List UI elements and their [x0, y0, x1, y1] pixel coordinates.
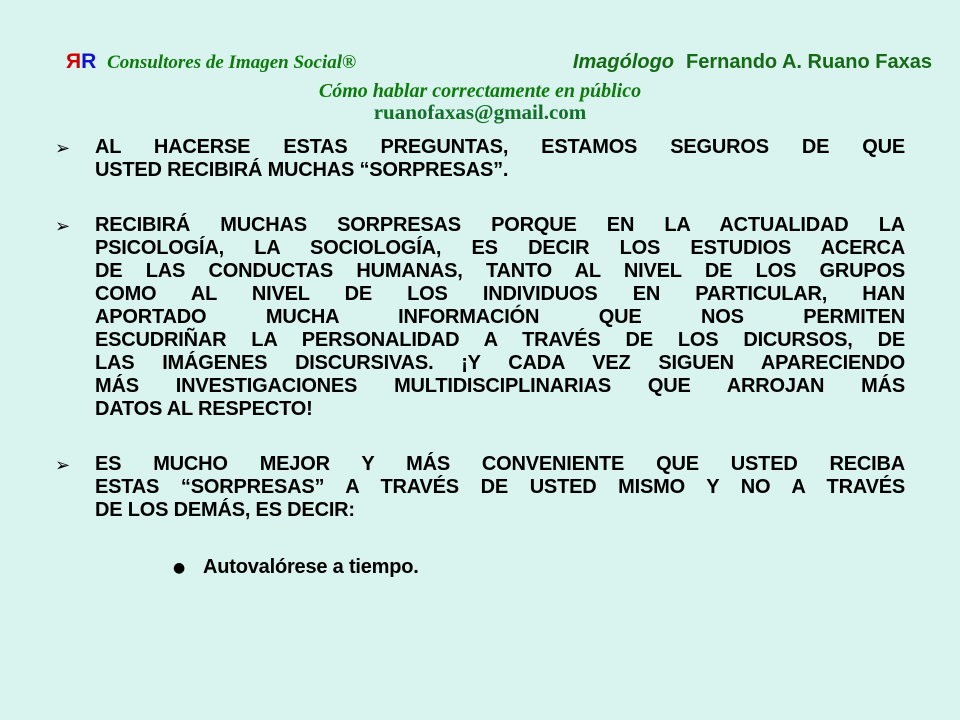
dot-bullet-icon: ●	[173, 560, 186, 576]
bullet-line: ESTAS “SORPRESAS” A TRAVÉS DE USTED MISMO Y NO A TRAVÉS	[95, 476, 905, 498]
logo	[66, 50, 356, 74]
header-row	[66, 50, 932, 74]
bullet-item	[55, 214, 905, 421]
bullet-line: PSICOLOGÍA, LA SOCIOLOGÍA, ES DECIR LOS ESTUDIOS ACERCA	[95, 237, 905, 259]
arrow-bullet-icon: ➢	[55, 455, 70, 476]
email-address: ruanofaxas@gmail.com	[373, 100, 587, 124]
bullet-line: DE LOS DEMÁS, ES DECIR:	[95, 499, 355, 521]
bullet-line: USTED RECIBIRÁ MUCHAS “SORPRESAS”.	[95, 159, 509, 181]
bullet-item	[55, 453, 905, 522]
bullet-line: RECIBIRÁ MUCHAS SORPRESAS PORQUE EN LA ACTUALIDAD LA	[95, 214, 905, 236]
bullet-line: APORTADO MUCHA INFORMACIÓN QUE NOS PERMITEN	[95, 306, 905, 328]
arrow-bullet-icon: ➢	[55, 138, 70, 159]
logo-letter-ya: Я	[66, 50, 82, 73]
slide-body	[55, 136, 905, 579]
bullet-list	[55, 136, 905, 522]
logo-letter-r: R	[81, 50, 97, 73]
bullet-line: LAS IMÁGENES DISCURSIVAS. ¡Y CADA VEZ SIGUEN APARECIENDO	[95, 352, 905, 374]
presenter-line	[573, 51, 932, 74]
bullet-item	[55, 136, 905, 182]
sub-bullet-label: Autovalórese a tiempo.	[203, 556, 419, 578]
sub-bullet	[55, 556, 905, 579]
arrow-bullet-icon: ➢	[55, 216, 70, 237]
bullet-line: DE LAS CONDUCTAS HUMANAS, TANTO AL NIVEL DE LOS GRUPOS	[95, 260, 905, 282]
bullet-line: DATOS AL RESPECTO!	[95, 398, 313, 420]
bullet-line: ESCUDRIÑAR LA PERSONALIDAD A TRAVÉS DE LOS DICURSOS, DE	[95, 329, 905, 351]
slide-subtitle: Cómo hablar correctamente en público	[318, 80, 642, 102]
presenter-name: Fernando A. Ruano Faxas	[686, 51, 932, 73]
bullet-line: AL HACERSE ESTAS PREGUNTAS, ESTAMOS SEGUROS DE QUE	[95, 136, 905, 158]
logo-script-label: Consultores de Imagen Social®	[107, 52, 357, 73]
imagologo-label: Imagólogo	[572, 51, 675, 73]
bullet-line: COMO AL NIVEL DE LOS INDIVIDUOS EN PARTICULAR, HAN	[95, 283, 905, 305]
bullet-line: MÁS INVESTIGACIONES MULTIDISCIPLINARIAS QUE ARROJAN MÁS	[95, 375, 905, 397]
bullet-line: ES MUCHO MEJOR Y MÁS CONVENIENTE QUE USTED RECIBA	[95, 453, 905, 475]
